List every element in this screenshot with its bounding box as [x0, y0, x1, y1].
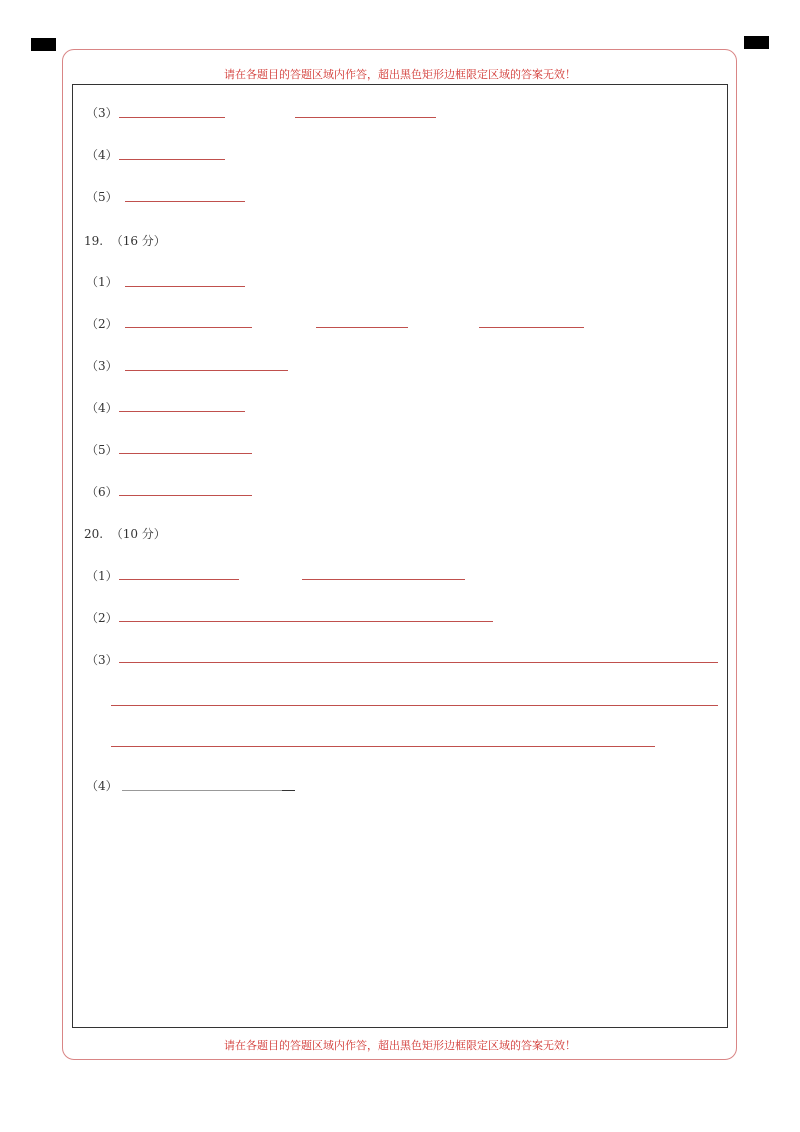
answer-line[interactable]: [295, 117, 436, 118]
item-label-5: （5）: [86, 443, 118, 457]
answer-line[interactable]: [119, 159, 225, 160]
answer-line[interactable]: [302, 579, 465, 580]
item-label-5: （5）: [86, 190, 118, 204]
item-label-4: （4）: [86, 779, 118, 793]
question-20-heading: 20. （10 分）: [84, 527, 166, 541]
answer-line[interactable]: [316, 327, 408, 328]
warning-bottom: 请在各题目的答题区域内作答，超出黑色矩形边框限定区域的答案无效！: [224, 1039, 576, 1052]
answer-line[interactable]: [111, 705, 718, 706]
item-label-1: （1）: [86, 275, 118, 289]
question-19-heading: 19. （16 分）: [84, 234, 166, 248]
answer-line[interactable]: [119, 117, 225, 118]
answer-line[interactable]: [125, 370, 288, 371]
answer-line[interactable]: [122, 790, 282, 791]
item-label-2: （2）: [86, 611, 118, 625]
answer-line[interactable]: [111, 746, 655, 747]
alignment-marker-right: [744, 36, 769, 49]
item-label-6: （6）: [86, 485, 118, 499]
item-label-4: （4）: [86, 148, 118, 162]
answer-line[interactable]: [125, 327, 252, 328]
answer-line[interactable]: [125, 201, 245, 202]
answer-line[interactable]: [119, 411, 245, 412]
item-label-3: （3）: [86, 359, 118, 373]
answer-line[interactable]: [119, 495, 252, 496]
answer-area-box: [72, 84, 728, 1028]
warning-top: 请在各题目的答题区域内作答，超出黑色矩形边框限定区域的答案无效！: [224, 68, 576, 81]
answer-line[interactable]: [119, 453, 252, 454]
answer-line[interactable]: [119, 579, 239, 580]
item-label-3: （3）: [86, 653, 118, 667]
alignment-marker-left: [31, 38, 56, 51]
answer-line[interactable]: [119, 621, 493, 622]
answer-line-end: [282, 790, 295, 791]
answer-line[interactable]: [125, 286, 245, 287]
item-label-1: （1）: [86, 569, 118, 583]
answer-line[interactable]: [479, 327, 584, 328]
item-label-3: （3）: [86, 106, 118, 120]
item-label-4: （4）: [86, 401, 118, 415]
answer-line[interactable]: [119, 662, 718, 663]
item-label-2: （2）: [86, 317, 118, 331]
